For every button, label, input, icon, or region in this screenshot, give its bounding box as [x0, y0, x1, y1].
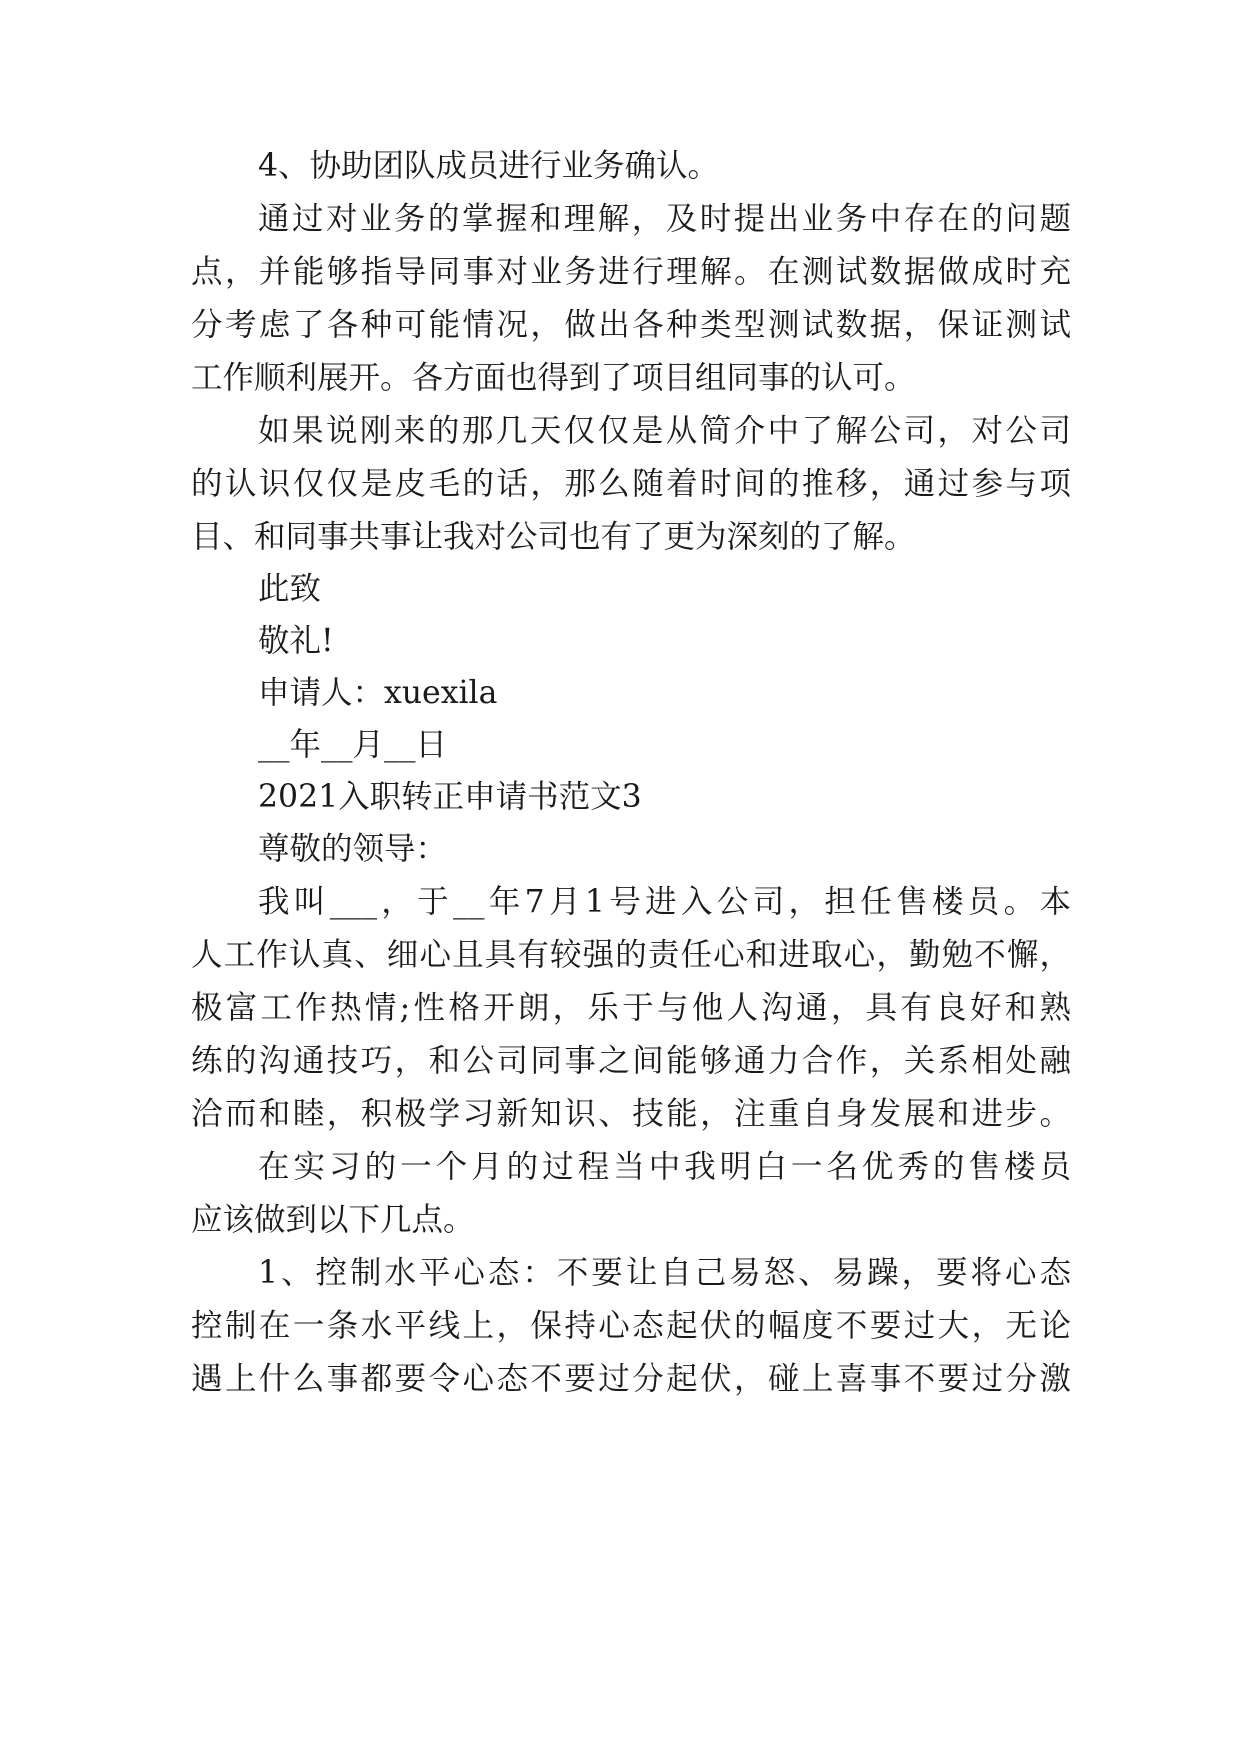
paragraph-line: 如果说刚来的那几天仅仅是从简介中了解公司，对公司 [258, 413, 1071, 449]
paragraph-line: 分考虑了各种可能情况，做出各种类型测试数据，保证测试 [191, 307, 1071, 343]
paragraph-line: 的认识仅仅是皮毛的话，那么随着时间的推移，通过参与项 [191, 466, 1071, 502]
paragraph-line: 人工作认真、细心且具有较强的责任心和进取心，勤勉不懈， [191, 937, 1071, 973]
paragraph-line: 工作顺利展开。各方面也得到了项目组同事的认可。 [191, 360, 916, 396]
applicant-signature: 申请人：xuexila [258, 675, 498, 711]
letter-greeting: 尊敬的领导： [258, 831, 448, 867]
closing-regards: 敬礼! [258, 623, 334, 659]
list-item-4: 4、协助团队成员进行业务确认。 [258, 148, 720, 184]
closing-salutation: 此致 [258, 571, 322, 607]
paragraph-line: 应该做到以下几点。 [191, 1202, 475, 1238]
paragraph-line: 洽而和睦，积极学习新知识、技能，注重自身发展和进步。 [191, 1096, 1071, 1132]
paragraph-line: 控制在一条水平线上，保持心态起伏的幅度不要过大，无论 [191, 1308, 1071, 1344]
paragraph-line: 练的沟通技巧，和公司同事之间能够通力合作，关系相处融 [191, 1043, 1071, 1079]
paragraph-line: 点，并能够指导同事对业务进行理解。在测试数据做成时充 [191, 254, 1071, 290]
paragraph-line: 通过对业务的掌握和理解，及时提出业务中存在的问题 [258, 201, 1071, 237]
section-title: 2021入职转正申请书范文3 [258, 779, 642, 815]
date-line: __年__月__日 [258, 727, 448, 763]
paragraph-line: 我叫___，于__年7月1号进入公司，担任售楼员。本 [258, 884, 1071, 920]
paragraph-line: 在实习的一个月的过程当中我明白一名优秀的售楼员 [258, 1149, 1071, 1185]
paragraph-line: 目、和同事共事让我对公司也有了更为深刻的了解。 [191, 519, 916, 555]
paragraph-line: 极富工作热情;性格开朗，乐于与他人沟通，具有良好和熟 [191, 990, 1071, 1026]
list-item-1: 1、控制水平心态：不要让自己易怒、易躁，要将心态 [258, 1255, 1071, 1291]
paragraph-line: 遇上什么事都要令心态不要过分起伏，碰上喜事不要过分激 [191, 1361, 1071, 1397]
